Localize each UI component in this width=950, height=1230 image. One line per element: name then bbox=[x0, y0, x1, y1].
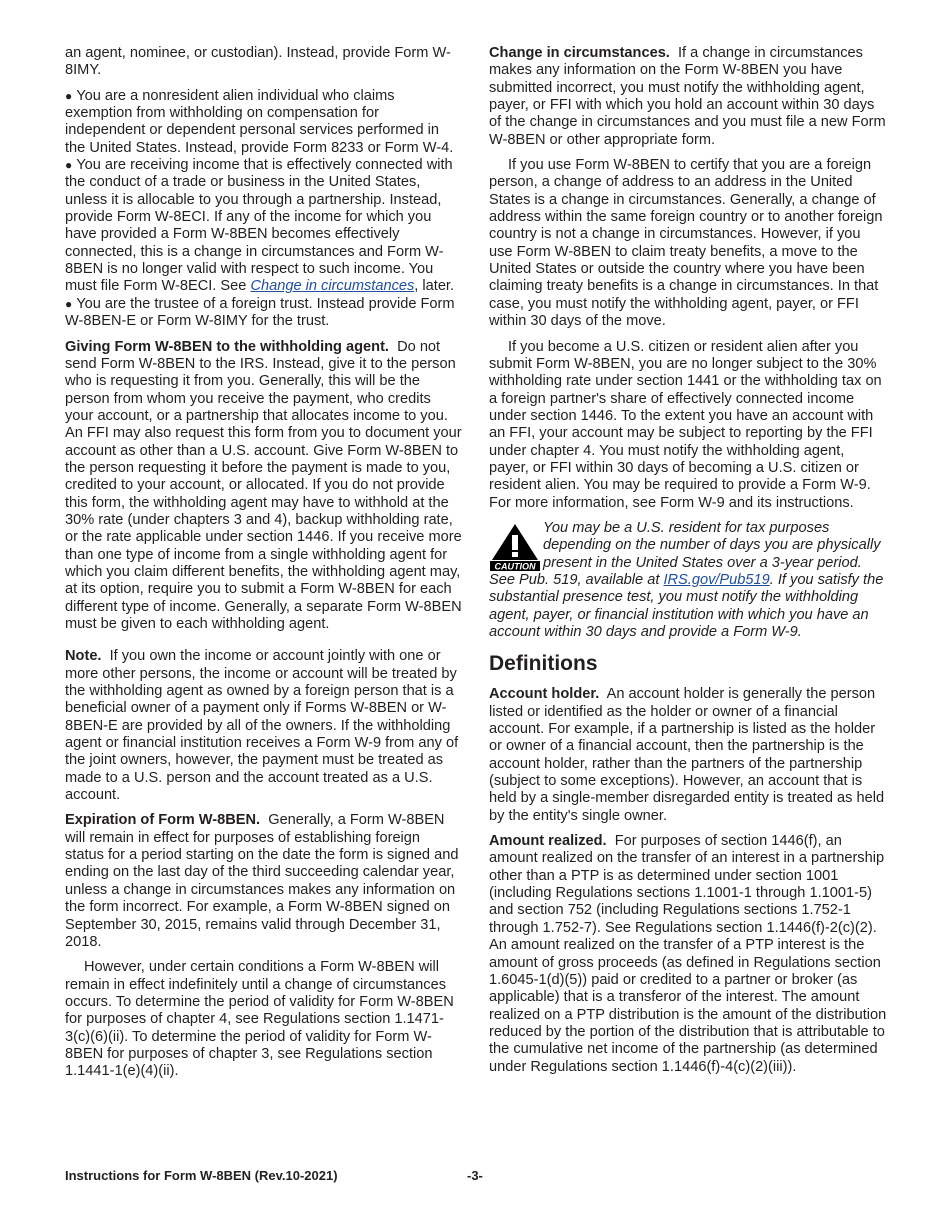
expiration-section: Expiration of Form W-8BEN. Generally, a Form W-8BEN will remain in effect for purposes of establishing foreign status for a period starting on the date the form is signed and ending on the last day of the third succeeding calendar year, unless a change in circumstances makes any information on the form incorrect. For example, a Form W-8BEN signed on September 30, 2015, remains valid through December 31, 2018. bbox=[65, 812, 459, 950]
left-column bbox=[65, 45, 463, 1089]
caution-note: CAUTION You may be a U.S. resident for tax purposes depending on the number of days you are physically present in the United States over a 3-year period. See Pub. 519, available at IRS.gov/Pub519. If you satisfy the substantial presence test, you must notify the withholding agent, payer, or financial institution with which you have an account within 30 days and provide a Form W-9. bbox=[489, 519, 884, 640]
right-column bbox=[489, 45, 887, 1084]
definitions-heading: Definitions bbox=[489, 652, 598, 676]
note-section: Note. If you own the income or account jointly with one or more other persons, the income or account will be treated by the withholding agent as owned by a foreign person that is a beneficial owner of a payment only if Forms W-8BEN or W-8BEN-E are provided by all of the owners. If the withholding agent or financial institution receives a Form W-9 from any of the joint owners, however, the payment must be treated as made to a U.S. person and the account treated as a U.S. account. bbox=[65, 648, 459, 804]
amount-realized-section: Amount realized. For purposes of section 1446(f), an amount realized on the transfer of an interest in a partnership other than a PTP is as determined under section 1001 (including Regulations sections 1.1001-1 through 1.1001-5) and section 752 (including Regulations sections 1.752-1 through 1.752-7). See Regulations section 1.1446(f)-2(c)(2). An amount realized on the transfer of a PTP interest is the amount of gross proceeds (as defined in Regulations section 1.6045-1(d)(5)) paid or credited to a partner or broker (as applicable) that is a transferor of the interest. The amount realized on a PTP distribution is the amount of the distribution reduced by the portion of the distribution that is attributable to the cumulative net income of the partnership (as determined under Regulations section 1.1446(f)-4(c)(2)(iii)). bbox=[489, 833, 887, 1075]
giving-form-section: Giving Form W-8BEN to the withholding agent. Do not send Form W-8BEN to the IRS. Instead, give it to the person who is requesting it from you. Generally, this will be the person from whom you receive the payment, who credits your account, or a partnership that allocates income to you. An FFI may also request this form from you to document your account as other than a U.S. account. Give Form W-8BEN to the person requesting it before the payment is made to you, credited to your account, or allocated. If you do not provide this form, the withholding agent may have to withhold at the 30% rate (under chapters 3 and 4), backup withholding rate, or the rate applicable under section 1446. If you receive more than one type of income from a single withholding agent for which you claim different benefits, the withholding agent may, at its option, require you to submit a Form W-8BEN for each different type of income. Generally, a separate Form W-8BEN must be given to each withholding agent. bbox=[65, 338, 462, 632]
however-paragraph: However, under certain conditions a Form W-8BEN will remain in effect indefinitely until a change of circumstances occurs. To determine the period of validity for Form W-8BEN for purposes of chapter 4, see Regulations section 1.1471-3(c)(6)(ii). To determine the period of validity for Form W-8BEN for purposes of chapter 3, see Regulations section 1.1441-1(e)(4)(ii). bbox=[65, 959, 454, 1080]
bullet-icon: ● bbox=[65, 158, 73, 173]
change-circumstances-section: Change in circumstances. If a change in circumstances makes any information on the Form W-8BEN you have submitted incorrect, you must notify the withholding agent, payer, or FFI with which you hold an account within 30 days of the change in circumstances and you must file a new Form W-8BEN or other appropriate form. bbox=[489, 45, 886, 148]
bullet-icon: ● bbox=[65, 296, 73, 311]
giving-form-heading: Giving Form W-8BEN to the withholding agent. bbox=[65, 338, 389, 355]
irs-pub519-link[interactable]: IRS.gov/Pub519 bbox=[663, 571, 770, 588]
account-holder-heading: Account holder. bbox=[489, 686, 600, 703]
account-holder-section: Account holder. An account holder is generally the person listed or identified as the holder or owner of a financial account. For example, if a partnership is listed as the holder or owner of a financial account, then the partnership is the account holder, rather than the partners of the partnership (subject to some exceptions). However, an account that is held by a single-member disregarded entity is treated as held by the entity's single owner. bbox=[489, 686, 885, 824]
svg-text:CAUTION: CAUTION bbox=[494, 561, 536, 572]
page-number: -3- bbox=[467, 1168, 483, 1183]
continued-paragraph: an agent, nominee, or custodian). Instead, provide Form W-8IMY. bbox=[65, 45, 451, 79]
bullet-item-trustee: ● You are the trustee of a foreign trust. Instead provide Form W-8BEN-E or Form W-8IMY for the trust. bbox=[65, 295, 455, 330]
caution-icon bbox=[489, 522, 541, 572]
footer-title: Instructions for Form W-8BEN (Rev.10-2021) bbox=[65, 1168, 338, 1183]
expiration-heading: Expiration of Form W-8BEN. bbox=[65, 812, 261, 829]
become-citizen-paragraph: If you become a U.S. citizen or resident alien after you submit Form W-8BEN, you are no longer subject to the 30% withholding rate under section 1441 or the withholding tax on a foreign partner's share of effectively connected income under section 1446. To the extent you have an account with an FFI, your account may be subject to reporting by the FFI under chapter 4. You must notify the withholding agent, payer, or FFI within 30 days of becoming a U.S. citizen or resident alien. You may be required to provide a Form W-9. For more information, see Form W-9 and its instructions. bbox=[489, 338, 882, 511]
change-in-circumstances-link[interactable]: Change in circumstances bbox=[250, 278, 415, 295]
change-circumstances-heading: Change in circumstances. bbox=[489, 45, 670, 61]
note-heading: Note. bbox=[65, 648, 102, 665]
amount-realized-heading: Amount realized. bbox=[489, 833, 607, 850]
change-of-address-paragraph: If you use Form W-8BEN to certify that you are a foreign person, a change of address to an address in the United States is a change in circumstances. Generally, a change of address within the same foreign country or to another foreign country is not a change in circumstances. However, if you use Form W-8BEN to claim treaty benefits, a move to the United States or outside the country where you have been claiming treaty benefits is a change in circumstances. In that case, you must notify the withholding agent, payer, or FFI within 30 days of the move. bbox=[489, 157, 883, 330]
bullet-item-services: ● You are a nonresident alien individual who claims exemption from withholding on compensation for independent or dependent personal services performed in the United States. Instead, provide Form 8233 or Form W-4. bbox=[65, 87, 454, 156]
bullet-item-effectively-connected: ● You are receiving income that is effectively connected with the conduct of a trade or business in the United States, unless it is allocable to you through a partnership. Instead, provide Form W-8ECI. If any of the income for which you have provided a Form W-8BEN becomes effectively connected, this is a change in circumstances and Form W-8BEN is no longer valid with respect to such income. You must file Form W-8ECI. See Change in circumstances, later. bbox=[65, 157, 455, 295]
bullet-icon: ● bbox=[65, 88, 73, 103]
